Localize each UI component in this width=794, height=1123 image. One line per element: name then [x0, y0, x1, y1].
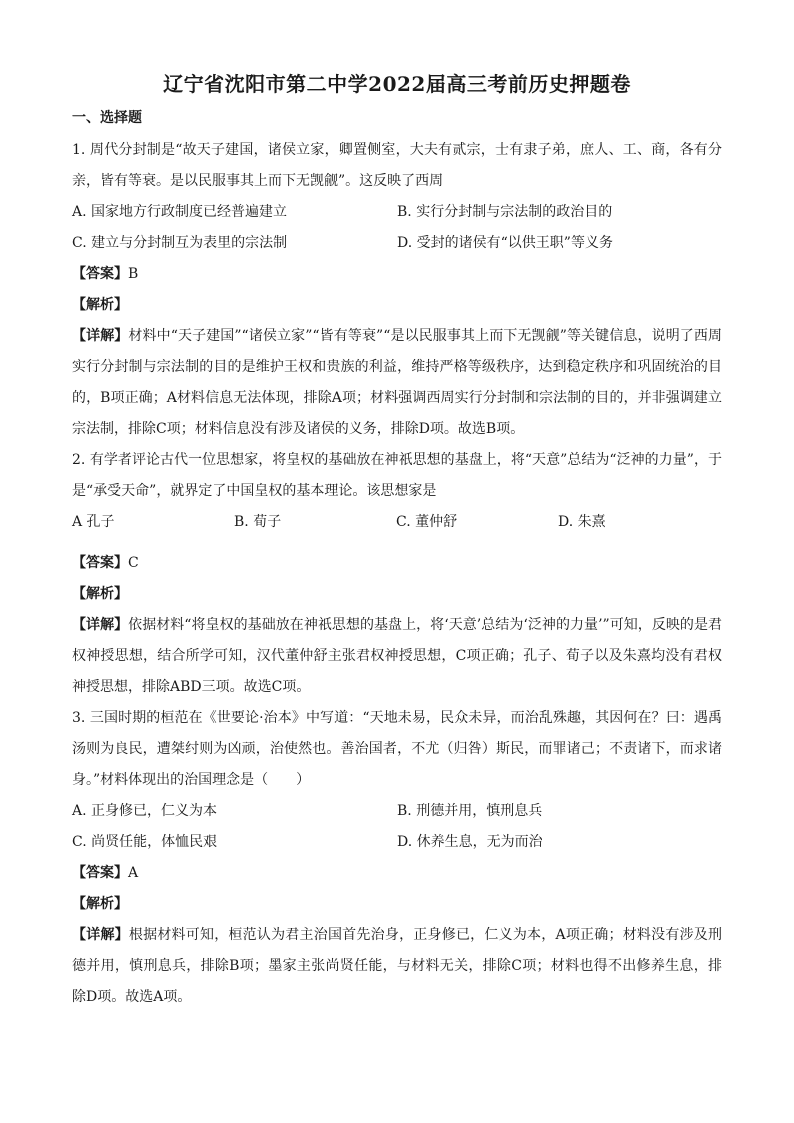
- option-c: C. 董仲舒: [396, 514, 458, 530]
- options: [72, 507, 722, 538]
- answer-label: 【答案】: [72, 266, 128, 282]
- option-c: C. 尚贤任能，体恤民艰: [72, 834, 218, 850]
- option-b: B. 实行分封制与宗法制的政治目的: [397, 204, 613, 220]
- option-d: D. 休养生息，无为而治: [397, 834, 543, 850]
- option-b: B. 荀子: [234, 514, 282, 530]
- answer-value: B: [128, 266, 139, 282]
- detail-text: 材料中“天子建国”“诸侯立家”“皆有等衰”“是以民服事其上而下无觊觎”等关键信息，说明了西周实行分封制与宗法制的目的是维护王权和贵族的利益，维持严格等级秩序，达到稳定秩序和巩固统治的目的，B项正确；A材料信息无法体现，排除A项；材料强调西周实行分封制和宗法制的目的，并非强调建立宗法制，排除C项；材料信息没有涉及诸侯的义务，排除D项。故选B项。: [72, 328, 723, 437]
- answer-line: [72, 858, 722, 889]
- question-stem: 1. 周代分封制是“故天子建国，诸侯立家，卿置侧室，大夫有贰宗，士有隶子弟，庶人、工、商，各有分亲，皆有等衰。是以民服事其上而下无觊觎”。这反映了西周: [72, 142, 722, 189]
- question-1: [72, 135, 722, 445]
- question-stem: 3. 三国时期的桓范在《世要论·治本》中写道：“天地未易，民众未异，而治乱殊趣，其因何在？曰：遇禹汤则为良民，遭桀纣则为凶顽，治使然也。善治国者，不尤（归咎）斯民，而罪诸己；不责诸下，而求诸身。”材料体现出的治国理念是（ ）: [72, 710, 722, 788]
- answer-value: C: [128, 555, 139, 571]
- options: [72, 197, 722, 259]
- detail-label: 【详解】: [72, 328, 129, 344]
- analysis-label: 【解析】: [72, 297, 128, 313]
- page-title: 辽宁省沈阳市第二中学2022届高三考前历史押题卷: [163, 72, 631, 96]
- option-d: D. 受封的诸侯有“以供王职”等义务: [397, 235, 613, 251]
- analysis-line: [72, 290, 722, 321]
- option-c: C. 建立与分封制互为表里的宗法制: [72, 235, 288, 251]
- detail-label: 【详解】: [72, 927, 129, 943]
- answer-line: [72, 548, 722, 579]
- option-b: B. 刑德并用，慎刑息兵: [397, 803, 543, 819]
- detail-text: 依据材料“将皇权的基础放在神祇思想的基盘上，将‘天意’总结为‘泛神的力量’”可知，反映的是君权神授思想，结合所学可知，汉代董仲舒主张君权神授思想，C项正确；孔子、荀子以及朱熹均没有君权神授思想，排除ABD三项。故选C项。: [72, 617, 722, 695]
- option-a: A. 国家地方行政制度已经普遍建立: [72, 204, 288, 220]
- question-2: [72, 445, 722, 703]
- section-heading: 一、选择题: [72, 110, 142, 126]
- answer-value: A: [128, 865, 139, 881]
- option-a: A. 正身修已，仁义为本: [72, 803, 218, 819]
- question-3: [72, 703, 722, 1013]
- options: [72, 796, 722, 858]
- question-stem: 2. 有学者评论古代一位思想家，将皇权的基础放在神祇思想的基盘上，将“天意”总结为“泛神的力量”，于是“承受天命”，就界定了中国皇权的基本理论。该思想家是: [72, 452, 722, 499]
- analysis-line: [72, 889, 722, 920]
- analysis-label: 【解析】: [72, 586, 128, 602]
- answer-label: 【答案】: [72, 865, 128, 881]
- detail-paragraph: [72, 610, 722, 703]
- analysis-label: 【解析】: [72, 896, 128, 912]
- answer-line: [72, 259, 722, 290]
- option-d: D. 朱熹: [558, 514, 606, 530]
- answer-label: 【答案】: [72, 555, 128, 571]
- detail-paragraph: [72, 920, 722, 1013]
- detail-label: 【详解】: [72, 617, 129, 633]
- option-a: A 孔子: [72, 514, 115, 530]
- analysis-line: [72, 579, 722, 610]
- detail-text: 根据材料可知，桓范认为君主治国首先治身，正身修已，仁义为本，A项正确；材料没有涉及刑德并用，慎刑息兵，排除B项；墨家主张尚贤任能，与材料无关，排除C项；材料也得不出修养生息，排除D项。故选A项。: [72, 927, 723, 1005]
- exam-page: [72, 68, 722, 1013]
- detail-paragraph: [72, 321, 722, 445]
